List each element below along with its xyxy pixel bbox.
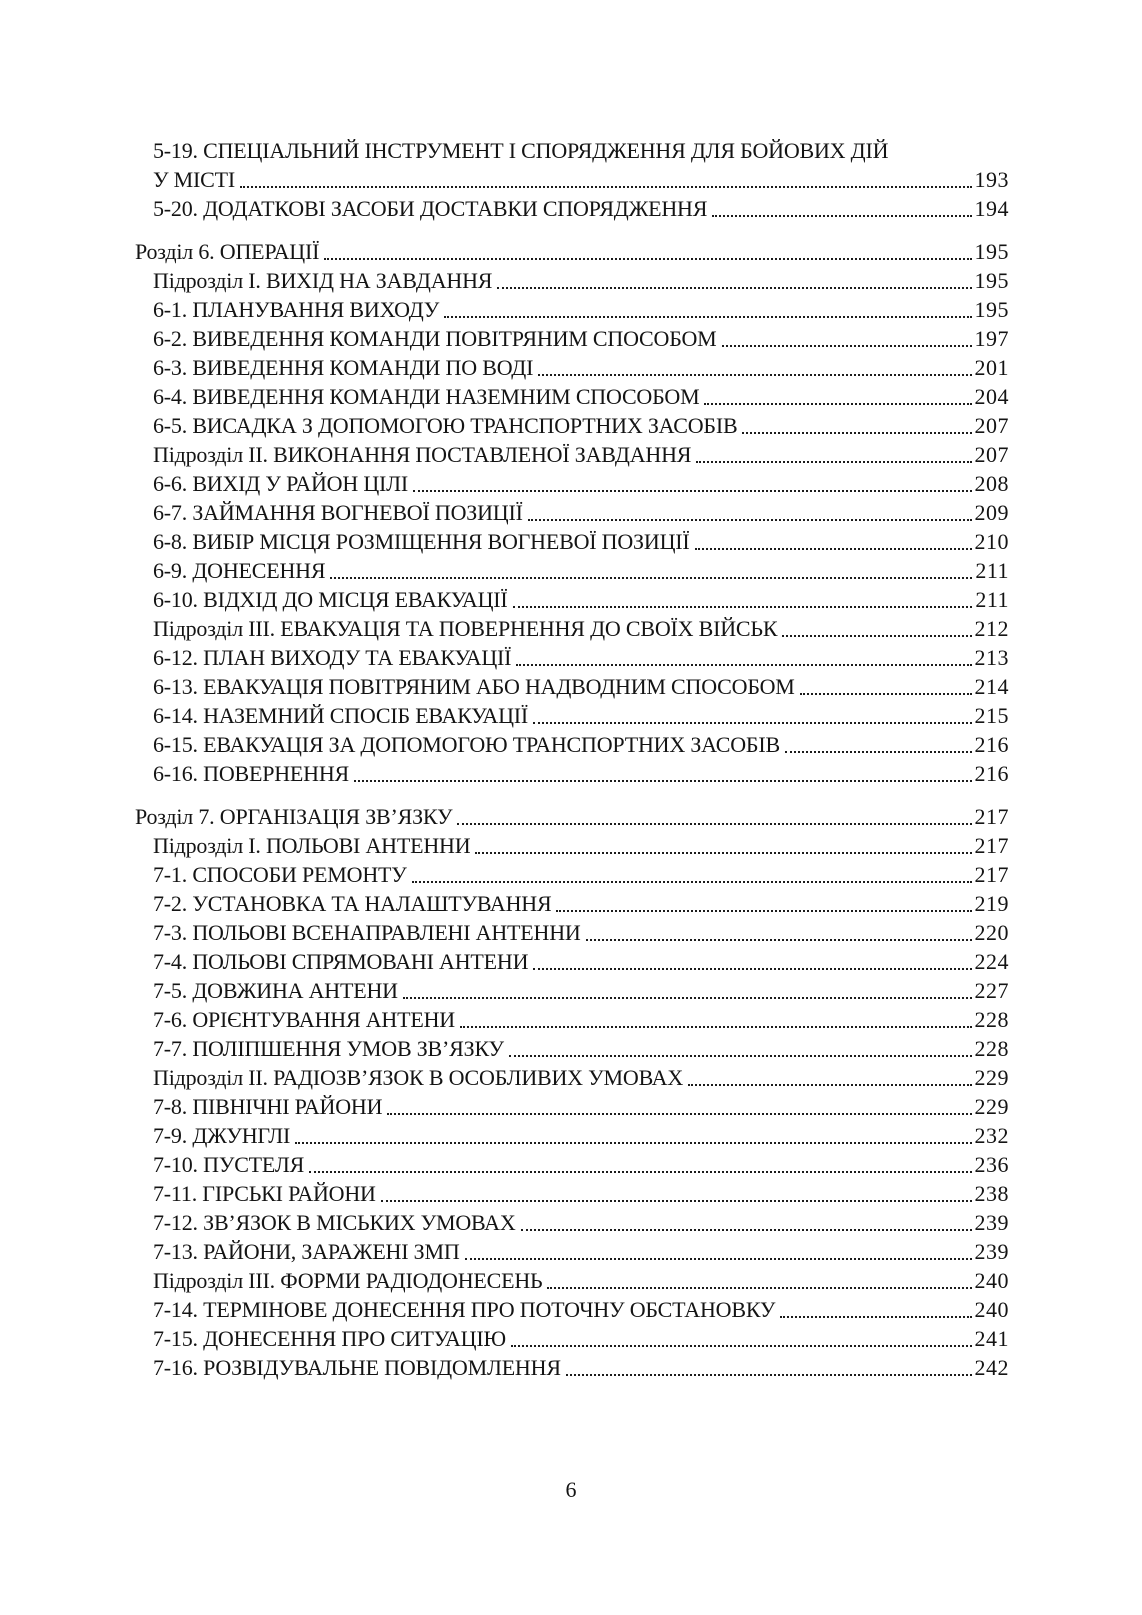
dot-leader [782,635,971,637]
table-of-contents [135,136,1009,1382]
dot-leader [413,490,971,492]
toc-row [135,860,1009,889]
toc-entry-title: Підрозділ ІІІ. ЕВАКУАЦІЯ ТА ПОВЕРНЕННЯ ДО СВОЇХ ВІЙСЬК [153,616,778,641]
toc-entry-title: 7-4. ПОЛЬОВІ СПРЯМОВАНІ АНТЕНИ [153,949,529,974]
toc-page-ref: 241 [974,1326,1009,1351]
toc-entry-title: 7-3. ПОЛЬОВІ ВСЕНАПРАВЛЕНІ АНТЕННИ [153,920,581,945]
toc-entry-title: 7-8. ПІВНІЧНІ РАЙОНИ [153,1094,383,1119]
dot-leader [800,693,972,695]
toc-entry-title: Підрозділ І. ВИХІД НА ЗАВДАННЯ [153,268,493,293]
dot-leader [566,1374,972,1376]
toc-page-ref: 216 [974,761,1009,786]
toc-entry-title: 5-19. СПЕЦІАЛЬНИЙ ІНСТРУМЕНТ І СПОРЯДЖЕННЯ ДЛЯ БОЙОВИХ ДІЙ [153,138,889,163]
toc-row [135,1150,1009,1179]
dot-leader [460,1026,972,1028]
toc-entry-title: 6-9. ДОНЕСЕННЯ [153,558,326,583]
toc-row [135,1121,1009,1150]
toc-row [135,1295,1009,1324]
toc-entry-title: У МІСТІ [153,167,236,192]
toc-page-ref: 239 [974,1210,1009,1235]
toc-page-ref: 213 [974,645,1009,670]
toc-row [135,585,1009,614]
toc-page-ref: 197 [974,326,1009,351]
toc-row [135,701,1009,730]
toc-page-ref: 236 [974,1152,1009,1177]
toc-entry-title: 7-1. СПОСОБИ РЕМОНТУ [153,862,407,887]
dot-leader [722,345,972,347]
toc-page-ref: 214 [974,674,1009,699]
dot-leader [403,997,972,999]
toc-row [135,1353,1009,1382]
dot-leader [688,1084,971,1086]
toc-entry-title: Розділ 6. ОПЕРАЦІЇ [135,239,320,264]
toc-entry-title: 7-11. ГІРСЬКІ РАЙОНИ [153,1181,376,1206]
toc-page-ref: 193 [974,167,1009,192]
toc-row [135,1005,1009,1034]
dot-leader [330,577,972,579]
dot-leader [497,287,971,289]
toc-entry-title: 6-12. ПЛАН ВИХОДУ ТА ЕВАКУАЦІЇ [153,645,512,670]
toc-page-ref: 195 [974,268,1009,293]
toc-entry-title: Підрозділ ІІІ. ФОРМИ РАДІОДОНЕСЕНЬ [153,1268,543,1293]
dot-leader [457,823,971,825]
toc-page-ref: 215 [974,703,1009,728]
toc-page-ref: 216 [974,732,1009,757]
toc-entry-title: 7-5. ДОВЖИНА АНТЕНИ [153,978,398,1003]
toc-entry-title: 6-3. ВИВЕДЕННЯ КОМАНДИ ПО ВОДІ [153,355,534,380]
toc-page-ref: 204 [974,384,1009,409]
toc-page-ref: 228 [974,1007,1009,1032]
toc-row [135,889,1009,918]
toc-row [135,382,1009,411]
toc-entry-title: 6-16. ПОВЕРНЕННЯ [153,761,350,786]
toc-entry-title: 7-6. ОРІЄНТУВАННЯ АНТЕНИ [153,1007,455,1032]
toc-row [135,1063,1009,1092]
dot-leader [521,1229,972,1231]
toc-page-ref: 228 [974,1036,1009,1061]
page-footer [0,1477,1142,1503]
toc-page-ref: 208 [974,471,1009,496]
dot-leader [533,722,971,724]
toc-entry-title: 6-8. ВИБІР МІСЦЯ РОЗМІЩЕННЯ ВОГНЕВОЇ ПОЗИЦІЇ [153,529,690,554]
dot-leader [324,258,971,260]
toc-page-ref: 207 [974,413,1009,438]
dot-leader [465,1258,972,1260]
toc-entry-title: 7-10. ПУСТЕЛЯ [153,1152,305,1177]
toc-entry-title: 6-13. ЕВАКУАЦІЯ ПОВІТРЯНИМ АБО НАДВОДНИМ СПОСОБОМ [153,674,795,699]
toc-row [135,266,1009,295]
toc-page-ref: 212 [974,616,1009,641]
dot-leader [412,881,972,883]
toc-page-ref: 242 [974,1355,1009,1380]
dot-leader [696,461,971,463]
toc-row [135,947,1009,976]
dot-leader [780,1316,971,1318]
toc-entry-title: 6-1. ПЛАНУВАННЯ ВИХОДУ [153,297,440,322]
toc-page-ref: 211 [975,587,1009,612]
toc-page-ref: 195 [974,239,1009,264]
toc-row [135,1208,1009,1237]
toc-page-ref: 238 [974,1181,1009,1206]
toc-entry-title: 6-2. ВИВЕДЕННЯ КОМАНДИ ПОВІТРЯНИМ СПОСОБОМ [153,326,717,351]
toc-row [135,136,1009,165]
toc-entry-title: Підрозділ І. ПОЛЬОВІ АНТЕННИ [153,833,471,858]
dot-leader [511,1345,972,1347]
toc-entry-title: 7-7. ПОЛІПШЕННЯ УМОВ ЗВ’ЯЗКУ [153,1036,504,1061]
toc-page-ref: 195 [974,297,1009,322]
toc-row [135,498,1009,527]
toc-row [135,1324,1009,1353]
dot-leader [695,548,972,550]
dot-leader [533,968,971,970]
toc-entry-title: 6-14. НАЗЕМНИЙ СПОСІБ ЕВАКУАЦІЇ [153,703,529,728]
toc-page-ref: 194 [974,196,1009,221]
toc-row [135,614,1009,643]
toc-row [135,759,1009,788]
toc-row [135,469,1009,498]
toc-page-ref: 217 [974,804,1009,829]
dot-leader [381,1200,972,1202]
toc-row [135,1092,1009,1121]
toc-section [135,802,1009,1382]
toc-page-ref: 207 [974,442,1009,467]
toc-entry-title: Підрозділ ІІ. РАДІОЗВ’ЯЗОК В ОСОБЛИВИХ УМОВАХ [153,1065,684,1090]
dot-leader [785,751,972,753]
toc-row [135,324,1009,353]
dot-leader [528,519,972,521]
toc-page-ref: 227 [974,978,1009,1003]
toc-section [135,136,1009,223]
toc-page-ref: 209 [974,500,1009,525]
dot-leader [704,403,971,405]
toc-row [135,1179,1009,1208]
dot-leader [309,1171,971,1173]
toc-row [135,411,1009,440]
toc-entry-title: 6-5. ВИСАДКА З ДОПОМОГОЮ ТРАНСПОРТНИХ ЗАСОБІВ [153,413,738,438]
toc-page-ref: 229 [974,1094,1009,1119]
toc-row [135,165,1009,194]
toc-entry-title: 7-9. ДЖУНГЛІ [153,1123,291,1148]
dot-leader [547,1287,971,1289]
toc-row [135,194,1009,223]
toc-page-ref: 217 [974,862,1009,887]
dot-leader [475,852,971,854]
toc-row [135,237,1009,266]
dot-leader [586,939,972,941]
dot-leader [387,1113,971,1115]
dot-leader [513,606,973,608]
toc-row [135,295,1009,324]
toc-page-ref: 220 [974,920,1009,945]
toc-row [135,1266,1009,1295]
toc-row [135,440,1009,469]
dot-leader [295,1142,971,1144]
toc-entry-title: Розділ 7. ОРГАНІЗАЦІЯ ЗВ’ЯЗКУ [135,804,453,829]
toc-entry-title: 7-16. РОЗВІДУВАЛЬНЕ ПОВІДОМЛЕННЯ [153,1355,561,1380]
toc-page-ref: 240 [974,1297,1009,1322]
footer-page-number: 6 [565,1477,577,1502]
toc-row [135,672,1009,701]
toc-page-ref: 210 [974,529,1009,554]
toc-entry-title: 6-10. ВІДХІД ДО МІСЦЯ ЕВАКУАЦІЇ [153,587,508,612]
dot-leader [509,1055,972,1057]
toc-entry-title: 7-15. ДОНЕСЕННЯ ПРО СИТУАЦІЮ [153,1326,506,1351]
toc-section [135,237,1009,788]
toc-entry-title: 7-2. УСТАНОВКА ТА НАЛАШТУВАННЯ [153,891,552,916]
toc-page-ref: 224 [974,949,1009,974]
toc-entry-title: 7-12. ЗВ’ЯЗОК В МІСЬКИХ УМОВАХ [153,1210,516,1235]
toc-row [135,1034,1009,1063]
toc-page-ref: 229 [974,1065,1009,1090]
toc-page-ref: 240 [974,1268,1009,1293]
toc-row [135,831,1009,860]
toc-row [135,730,1009,759]
toc-row [135,802,1009,831]
toc-entry-title: 5-20. ДОДАТКОВІ ЗАСОБИ ДОСТАВКИ СПОРЯДЖЕННЯ [153,196,708,221]
toc-row [135,556,1009,585]
toc-row [135,1237,1009,1266]
toc-page-ref: 201 [974,355,1009,380]
toc-row [135,918,1009,947]
toc-page-ref: 217 [974,833,1009,858]
toc-entry-title: 6-15. ЕВАКУАЦІЯ ЗА ДОПОМОГОЮ ТРАНСПОРТНИХ ЗАСОБІВ [153,732,780,757]
dot-leader [556,910,971,912]
toc-entry-title: Підрозділ ІІ. ВИКОНАННЯ ПОСТАВЛЕНОЇ ЗАВДАННЯ [153,442,692,467]
toc-row [135,643,1009,672]
toc-page-ref: 219 [974,891,1009,916]
dot-leader [444,316,971,318]
toc-row [135,527,1009,556]
toc-row [135,976,1009,1005]
toc-entry-title: 6-4. ВИВЕДЕННЯ КОМАНДИ НАЗЕМНИМ СПОСОБОМ [153,384,700,409]
dot-leader [538,374,971,376]
dot-leader [712,215,971,217]
toc-entry-title: 7-13. РАЙОНИ, ЗАРАЖЕНІ ЗМП [153,1239,460,1264]
dot-leader [742,432,971,434]
dot-leader [516,664,971,666]
toc-page-ref: 239 [974,1239,1009,1264]
toc-entry-title: 6-7. ЗАЙМАННЯ ВОГНЕВОЇ ПОЗИЦІЇ [153,500,523,525]
toc-row [135,353,1009,382]
dot-leader [240,186,971,188]
toc-entry-title: 6-6. ВИХІД У РАЙОН ЦІЛІ [153,471,409,496]
toc-page-ref: 211 [975,558,1009,583]
toc-page-ref: 232 [974,1123,1009,1148]
toc-entry-title: 7-14. ТЕРМІНОВЕ ДОНЕСЕННЯ ПРО ПОТОЧНУ ОБСТАНОВКУ [153,1297,776,1322]
dot-leader [354,780,971,782]
